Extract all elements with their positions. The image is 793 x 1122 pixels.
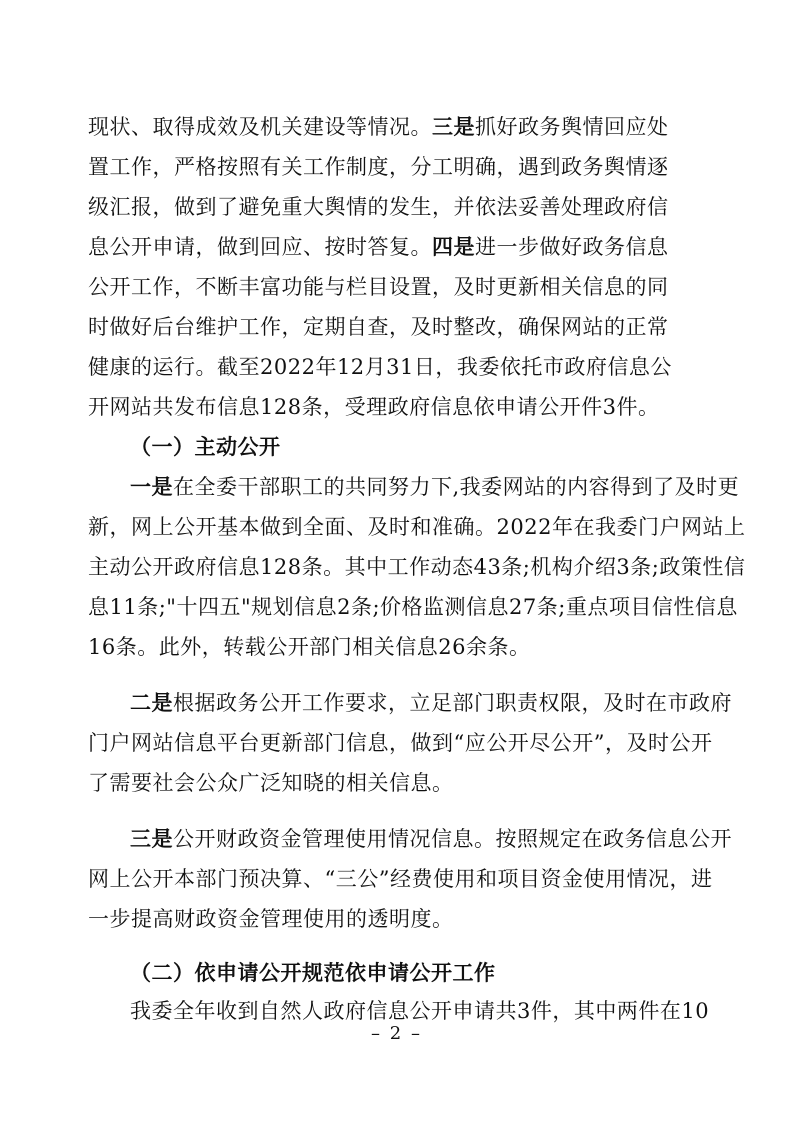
paragraph-line: 一步提高财政资金管理使用的透明度。 <box>88 907 454 931</box>
text-run: 进一步做好政务信息 <box>475 235 669 259</box>
paragraph-line: 了需要社会公众广泛知晓的相关信息。 <box>88 771 454 795</box>
paragraph-line <box>88 232 669 262</box>
paragraph-line: 级汇报，做到了避免重大舆情的发生，并依法妥善处理政府信 <box>88 195 669 219</box>
text-run: 公开财政资金管理使用情况信息。按照规定在政务信息公开 <box>173 827 732 851</box>
page-number: – 2 – <box>371 1023 422 1044</box>
paragraph-line: 开网站共发布信息128条，受理政府信息依申请公开件3件。 <box>88 395 660 419</box>
text-run: 息公开申请，做到回应、按时答复。 <box>88 235 432 259</box>
emphasis-label: 三是 <box>130 827 173 851</box>
text-run: 在全委干部职工的共同努力下,我委网站的内容得到了及时更 <box>173 475 740 499</box>
paragraph-line: 时做好后台维护工作，定期自查，及时整改，确保网站的正常 <box>88 315 669 339</box>
paragraph-line: 门户网站信息平台更新部门信息，做到“应公开尽公开”，及时公开 <box>88 731 713 755</box>
paragraph-line <box>130 472 739 502</box>
paragraph-line: 网上公开本部门预决算、“三公”经费使用和项目资金使用情况，进 <box>88 867 713 891</box>
section-heading: （一）主动公开 <box>130 435 281 459</box>
section-heading: （二）依申请公开规范依申请公开工作 <box>130 961 496 985</box>
paragraph-line <box>88 112 669 142</box>
text-run: 根据政务公开工作要求，立足部门职责权限，及时在市政府 <box>173 691 732 715</box>
paragraph-line: 公开工作，不断丰富功能与栏目设置，及时更新相关信息的同 <box>88 275 669 299</box>
paragraph-line: 主动公开政府信息128条。其中工作动态43条;机构介绍3条;政策性信 <box>88 555 746 579</box>
emphasis-label: 三是 <box>432 115 475 139</box>
text-run: 抓好政务舆情回应处 <box>475 115 669 139</box>
text-run: 现状、取得成效及机关建设等情况。 <box>88 115 432 139</box>
emphasis-label: 二是 <box>130 691 173 715</box>
paragraph-line: 16条。此外，转载公开部门相关信息26余条。 <box>88 635 531 659</box>
paragraph-line <box>130 824 732 854</box>
paragraph-line: 置工作，严格按照有关工作制度，分工明确，遇到政务舆情逐 <box>88 155 669 179</box>
paragraph-line: 我委全年收到自然人政府信息公开申请共3件，其中两件在10 <box>130 999 710 1023</box>
emphasis-label: 一是 <box>130 475 173 499</box>
paragraph-line: 息11条;"十四五"规划信息2条;价格监测信息27条;重点项目信性信息 <box>88 595 738 619</box>
paragraph-line <box>130 688 732 718</box>
emphasis-label: 四是 <box>432 235 475 259</box>
paragraph-line: 新，网上公开基本做到全面、及时和准确。2022年在我委门户网站上 <box>88 515 746 539</box>
paragraph-line: 健康的运行。截至2022年12月31日，我委依托市政府信息公 <box>88 355 672 379</box>
